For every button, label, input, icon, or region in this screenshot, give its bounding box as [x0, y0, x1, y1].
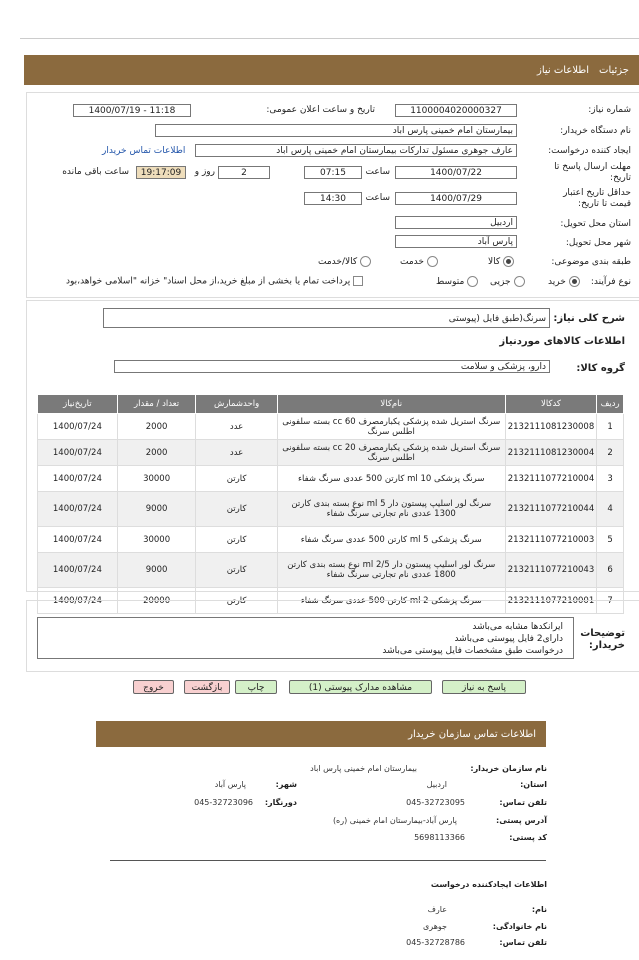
group-label: گروه کالا: [576, 363, 625, 374]
process-medium[interactable]: متوسط [436, 276, 478, 287]
cell-qty: 2000 [117, 440, 196, 466]
col-code: کدکالا [505, 395, 597, 414]
cell-row: 3 [597, 466, 624, 492]
announce-field: 1400/07/19 - 11:18 [73, 104, 191, 117]
summary-field: سرنگ(طبق فایل (پیوستی [103, 308, 550, 328]
buyer-contact-link[interactable]: اطلاعات تماس خریدار [102, 146, 186, 156]
cell-date: 1400/07/24 [38, 553, 118, 588]
cell-date: 1400/07/24 [38, 440, 118, 466]
table-row [38, 414, 624, 440]
table-row [38, 553, 624, 588]
cell-qty: 2000 [117, 414, 196, 440]
note-line: ایرانکدها مشابه می‌باشد [472, 622, 563, 632]
cell-date: 1400/07/24 [38, 527, 118, 553]
note-line: درخواست طبق مشخصات فایل پیوستی می‌باشد [382, 646, 563, 656]
page-header [24, 55, 639, 85]
buyer-notes-label: توضیحات خریدار: [580, 628, 625, 651]
payment-option[interactable]: پرداخت تمام یا بخشی از مبلغ خرید،از محل اسناد" خزانه "اسلامی خواهد،بود [66, 276, 363, 287]
name-label: نام: [531, 905, 547, 914]
radio-selected-icon[interactable] [569, 276, 580, 287]
cell-unit: کارتن [196, 553, 277, 588]
days-label: روز و [194, 167, 215, 177]
cell-unit: کارتن [196, 466, 277, 492]
creator-label: ایجاد کننده درخواست: [548, 146, 631, 156]
radio-icon[interactable] [514, 276, 525, 287]
cell-date: 1400/07/24 [38, 492, 118, 527]
org-value: بیمارستان امام خمینی پارس اباد [310, 764, 417, 773]
province-contact-value: اردبیل [426, 780, 447, 789]
cell-qty: 20000 [117, 588, 196, 614]
need-number-label: شماره نیاز: [588, 105, 631, 115]
deadline-label: مهلت ارسال پاسخ تا تاریخ: [554, 162, 631, 183]
contact-header [96, 721, 546, 747]
province-label: استان محل تحویل: [560, 219, 631, 229]
goods-info-title: اطلاعات کالاهای موردنیاز [499, 336, 625, 347]
tab-details[interactable]: جزئیات [599, 64, 629, 76]
phone-value: 045-32723095 [406, 798, 465, 807]
address-label: آدرس پستی: [496, 816, 547, 825]
announce-label: تاریخ و ساعت اعلان عمومی: [266, 105, 375, 115]
cell-code: 2132111077210043 [505, 553, 597, 588]
city-field: پارس آباد [395, 235, 517, 248]
cell-name: سرنگ پزشکی 5 ml کارتن 500 عددی سرنگ شفاء [277, 527, 505, 553]
cell-name: سرنگ لور اسلیپ پیستون دار 5 ml نوع بسته بندی کارتن 1300 عددی نام تجارتی سرنگ شفاء [277, 492, 505, 527]
top-divider [20, 38, 639, 39]
cell-unit: عدد [196, 440, 277, 466]
org-label: نام سازمان خریدار: [470, 764, 547, 773]
process-partial[interactable]: جزیی [490, 276, 525, 287]
goods-table [37, 394, 624, 614]
exit-button[interactable]: خروج [133, 680, 174, 694]
fax-label: دورنگار: [264, 798, 297, 807]
reply-button[interactable]: پاسخ به نیاز [442, 680, 526, 694]
family-label: نام خانوادگی: [492, 922, 547, 931]
postal-value: 5698113366 [414, 833, 465, 842]
cell-unit: کارتن [196, 588, 277, 614]
table-row [38, 466, 624, 492]
cell-name: سرنگ استریل شده پزشکی یکبارمصرف 20 cc بسته سلفونی اطلس سرنگ [277, 440, 505, 466]
tab-need-info[interactable]: اطلاعات نیاز [537, 64, 590, 76]
cell-code: 2132111081230008 [505, 414, 597, 440]
cell-unit: کارتن [196, 492, 277, 527]
creator-phone-value: 045-32728786 [406, 938, 465, 947]
creator-field: عارف جوهری مسئول تدارکات بیمارستان امام خمینی پارس اباد [195, 144, 517, 157]
group-field: دارو، پزشکی و سلامت [114, 360, 550, 373]
postal-label: کد پستی: [509, 833, 547, 842]
cell-qty: 9000 [117, 492, 196, 527]
validity-label: حداقل تاریخ اعتبار قیمت تا تاریخ: [563, 188, 631, 209]
table-row [38, 492, 624, 527]
cell-code: 2132111081230004 [505, 440, 597, 466]
cell-row: 5 [597, 527, 624, 553]
col-name: نام‌کالا [277, 395, 505, 414]
deadline-time-label: ساعت [365, 167, 390, 177]
category-service[interactable]: خدمت [400, 256, 438, 267]
cell-name: سرنگ لور اسلیپ پیستون دار 2/5 ml نوع بسته بندی کارتن 1800 عددی نام تجارتی سرنگ شفاء [277, 553, 505, 588]
fax-value: 045-32723096 [194, 798, 253, 807]
cell-date: 1400/07/24 [38, 466, 118, 492]
col-qty: تعداد / مقدار [117, 395, 196, 414]
deadline-time-field: 07:15 [304, 166, 362, 179]
buyer-notes-box [37, 617, 574, 659]
validity-time-label: ساعت [365, 193, 390, 203]
validity-date-field: 1400/07/29 [395, 192, 517, 205]
cell-code: 2132111077210004 [505, 466, 597, 492]
radio-icon[interactable] [360, 256, 371, 267]
city-label: شهر محل تحویل: [565, 238, 631, 248]
process-buy[interactable]: خرید [548, 276, 580, 287]
category-goods[interactable]: کالا [488, 256, 514, 267]
province-field: اردبیل [395, 216, 517, 229]
cell-name: سرنگ استریل شده پزشکی یکبارمصرف 60 cc بسته سلفونی اطلس سرنگ [277, 414, 505, 440]
cell-name: سرنگ پزشکی 2 ml کارتن 500 عددی سرنگ شفاء [277, 588, 505, 614]
note-line: دارای2 فایل پیوستی می‌باشد [454, 634, 563, 644]
cell-code: 2132111077210044 [505, 492, 597, 527]
phone-label: تلفن تماس: [499, 798, 547, 807]
days-field: 2 [218, 166, 270, 179]
cell-unit: کارتن [196, 527, 277, 553]
checkbox-icon[interactable] [353, 276, 363, 286]
creator-info-title: اطلاعات ایجادکننده درخواست [430, 880, 547, 889]
cell-code: 2132111077210001 [505, 588, 597, 614]
validity-time-field: 14:30 [304, 192, 362, 205]
city-contact-value: پارس آباد [214, 780, 246, 789]
deadline-date-field: 1400/07/22 [395, 166, 517, 179]
family-value: جوهری [423, 922, 447, 931]
category-goods-service[interactable]: کالا/خدمت [318, 256, 371, 267]
col-unit: واحدشمارش [196, 395, 277, 414]
remaining-time-field: 19:17:09 [136, 166, 186, 179]
radio-icon[interactable] [467, 276, 478, 287]
cell-qty: 30000 [117, 466, 196, 492]
name-value: عارف [427, 905, 447, 914]
address-value: پارس آباد-بیمارستان امام خمینی (ره) [332, 816, 457, 825]
buyer-label: نام دستگاه خریدار: [560, 126, 631, 136]
contact-title: اطلاعات تماس سازمان خریدار [408, 728, 536, 740]
cell-row: 2 [597, 440, 624, 466]
attachments-button[interactable]: مشاهده مدارک پیوستی (1) [289, 680, 432, 694]
cell-qty: 9000 [117, 553, 196, 588]
print-button[interactable]: چاپ [235, 680, 277, 694]
cell-unit: عدد [196, 414, 277, 440]
cell-name: سرنگ پزشکی 10 ml کارتن 500 عددی سرنگ شفاء [277, 466, 505, 492]
cell-row: 7 [597, 588, 624, 614]
cell-date: 1400/07/24 [38, 414, 118, 440]
process-label: نوع فرآیند: [590, 277, 631, 287]
remaining-label: ساعت باقی مانده [62, 167, 129, 177]
need-number-field: 1100004020000327 [395, 104, 517, 117]
city-contact-label: شهر: [275, 780, 297, 789]
cell-qty: 30000 [117, 527, 196, 553]
back-button[interactable]: بازگشت [184, 680, 230, 694]
province-contact-label: استان: [520, 780, 547, 789]
col-row: ردیف [597, 395, 624, 414]
cell-row: 4 [597, 492, 624, 527]
category-label: طبقه بندی موضوعی: [551, 257, 631, 267]
cell-code: 2132111077210003 [505, 527, 597, 553]
summary-label: شرح کلی نیاز: [553, 313, 625, 324]
buyer-field: بیمارستان امام خمینی پارس اباد [155, 124, 517, 137]
table-row [38, 440, 624, 466]
cell-row: 6 [597, 553, 624, 588]
col-date: تاریخ‌نیاز [38, 395, 118, 414]
contact-divider [110, 860, 546, 861]
creator-phone-label: تلفن تماس: [499, 938, 547, 947]
radio-selected-icon[interactable] [503, 256, 514, 267]
table-header-row [38, 395, 624, 414]
cell-date: 1400/07/24 [38, 588, 118, 614]
cell-row: 1 [597, 414, 624, 440]
radio-icon[interactable] [427, 256, 438, 267]
table-row [38, 527, 624, 553]
